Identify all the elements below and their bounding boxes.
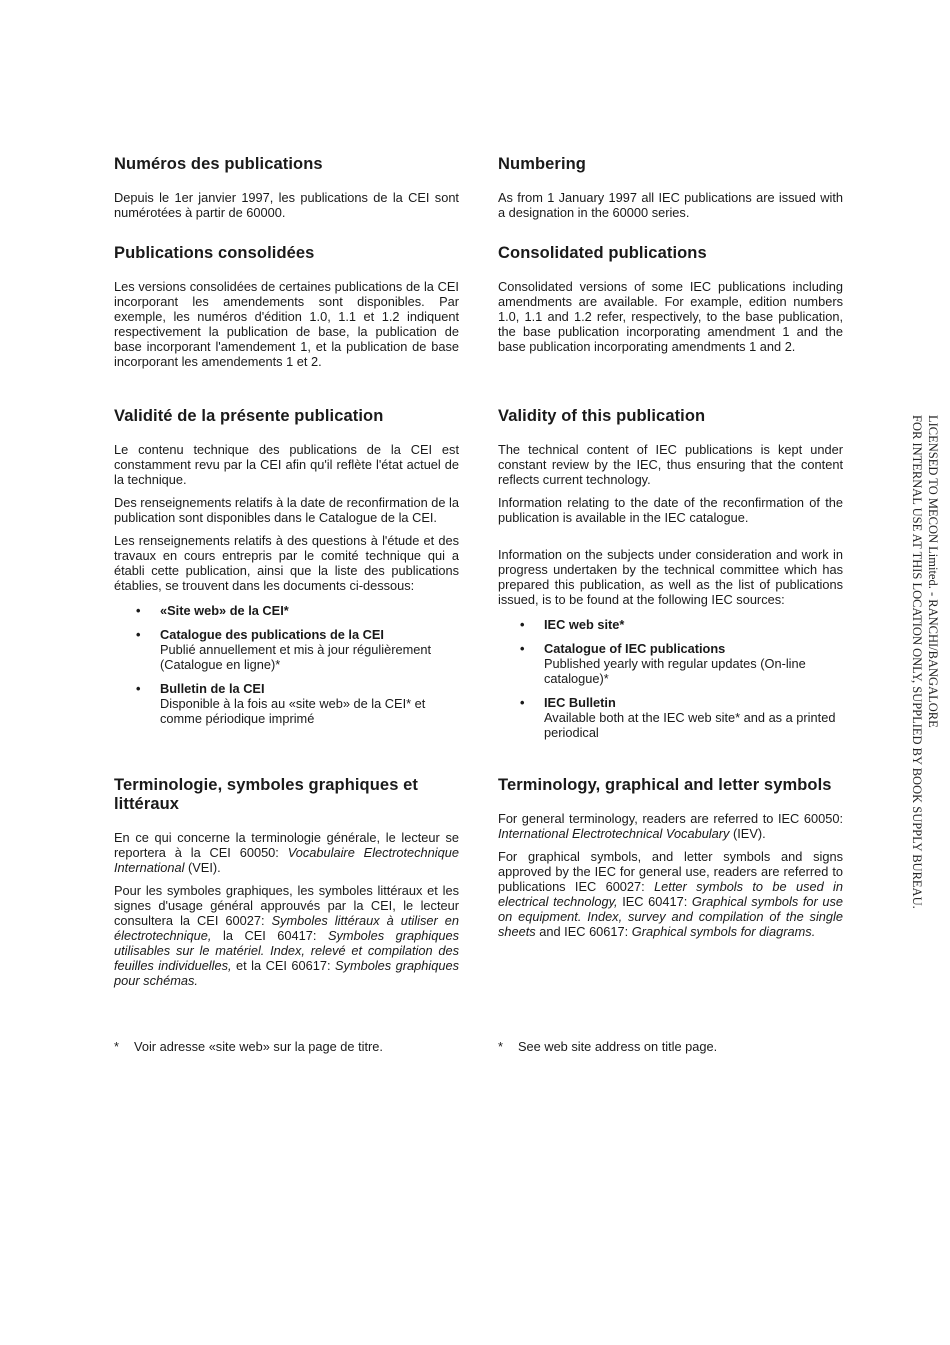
fr-sources-list [114,603,459,726]
license-line-2: FOR INTERNAL USE AT THIS LOCATION ONLY, SUPPLIED BY BOOK SUPPLY BUREAU. [910,415,924,909]
license-side-note [901,415,941,935]
fr-validity-text-3: Les renseignements relatifs à des questions à l'étude et des travaux en cours entrepris par le comité technique qui a établi cette publication, ainsi que la liste des publications établies, se trouvent dans les documents ci-dessous: [114,533,459,593]
bullet-icon: • [520,617,525,632]
fr-terminology-section [114,776,459,988]
en-terminology-text-2: For graphical symbols, and letter symbols and signs approved by the IEC for general use, readers are referred to publications IEC 60027: Letter symbols to be used in electrical technology, IEC 60417: Graphical symbols for use on equipment. Index, survey and compilation of the single sheets and IEC 60617: Graphical symbols for diagrams. [498,849,843,939]
en-validity-section [498,407,843,749]
fr-consolidated-text: Les versions consolidées de certaines publications de la CEI incorporant les amendements sont disponibles. Par exemple, les numéros d'édition 1.0, 1.1 et 1.2 indiquent respectivement la publication de base, la publication de base incorporant l'amendement 1, et la publication de base incorporant les amendements 1 et 2. [114,279,459,369]
list-item: • Bulletin de la CEI Disponible à la fois au «site web» de la CEI* et comme périodique imprimé [136,681,426,726]
en-validity-heading: Validity of this publication [498,407,706,425]
en-numbering-text: As from 1 January 1997 all IEC publications are issued with a designation in the 60000 series. [498,190,843,220]
list-item: • «Site web» de la CEI* [136,603,289,618]
fr-numbering-heading: Numéros des publications [114,155,323,173]
list-item: • Catalogue des publications de la CEI Publié annuellement et mis à jour régulièrement (Catalogue en ligne)* [136,627,432,672]
fr-validity-text-2: Des renseignements relatifs à la date de reconfirmation de la publication sont disponibles dans le Catalogue de la CEI. [114,495,459,525]
bullet-icon: • [136,681,141,696]
fr-terminology-text-1: En ce qui concerne la terminologie générale, le lecteur se reportera à la CEI 60050: Vocabulaire Electrotechnique International (VEI). [114,830,459,875]
fr-numbering-text: Depuis le 1er janvier 1997, les publications de la CEI sont numérotées à partir de 60000. [114,190,459,220]
fr-consolidated-section [114,244,459,369]
list-item: • Catalogue of IEC publications Published yearly with regular updates (On-line catalogue)* [520,641,806,686]
fr-consolidated-heading: Publications consolidées [114,244,315,262]
license-line-1: LICENSED TO MECON Limited. - RANCHI/BANGALORE [926,415,940,728]
en-validity-text-1: The technical content of IEC publications is kept under constant review by the IEC, thus ensuring that the content reflects current technology. [498,442,843,487]
en-validity-text-2: Information relating to the date of the reconfirmation of the publication is available in the IEC catalogue. [498,495,843,525]
en-footnote: * See web site address on title page. [498,1039,718,1054]
en-consolidated-heading: Consolidated publications [498,244,707,262]
en-terminology-section [498,776,843,939]
en-numbering-section [498,155,843,220]
en-numbering-heading: Numbering [498,155,586,173]
en-sources-list [498,617,843,740]
bullet-icon: • [136,603,141,618]
fr-footnote: * Voir adresse «site web» sur la page de titre. [114,1039,383,1054]
fr-numbering-section [114,155,459,220]
en-terminology-text-1: For general terminology, readers are referred to IEC 60050: International Electrotechnical Vocabulary (IEV). [498,811,843,841]
fr-validity-section [114,407,459,735]
footnote-mark: * [498,1039,503,1054]
fr-validity-text-1: Le contenu technique des publications de la CEI est constamment revu par la CEI afin qu'il reflète l'état actuel de la technique. [114,442,459,487]
list-item: • IEC Bulletin Available both at the IEC web site* and as a printed periodical [520,695,836,740]
list-item: • IEC web site* [520,617,625,632]
fr-terminology-heading: Terminologie, symboles graphiques et littéraux [114,776,419,813]
en-terminology-heading: Terminology, graphical and letter symbols [498,776,832,794]
fr-validity-heading: Validité de la présente publication [114,407,384,425]
en-consolidated-text: Consolidated versions of some IEC publications including amendments are available. For example, edition numbers 1.0, 1.1 and 1.2 refer, respectively, to the base publication, the base publication incorporating amendment 1 and the base publication incorporating amendments 1 and 2. [498,279,843,354]
bullet-icon: • [520,695,525,710]
bullet-icon: • [136,627,141,642]
bullet-icon: • [520,641,525,656]
en-consolidated-section [498,244,843,354]
fr-terminology-text-2: Pour les symboles graphiques, les symboles littéraux et les signes d'usage général approuvés par la CEI, le lecteur consultera la CEI 60027: Symboles littéraux à utiliser en électrotechnique, la CEI 60417: Symboles graphiques utilisables sur le matériel. Index, relevé et compilation des feuilles individuelles, et la CEI 60617: Symboles graphiques pour schémas. [114,883,459,988]
en-validity-text-3: Information on the subjects under consideration and work in progress undertaken by the technical committee which has prepared this publication, as well as the list of publications issued, is to be found at the following IEC sources: [498,547,843,607]
footnote-mark: * [114,1039,119,1054]
